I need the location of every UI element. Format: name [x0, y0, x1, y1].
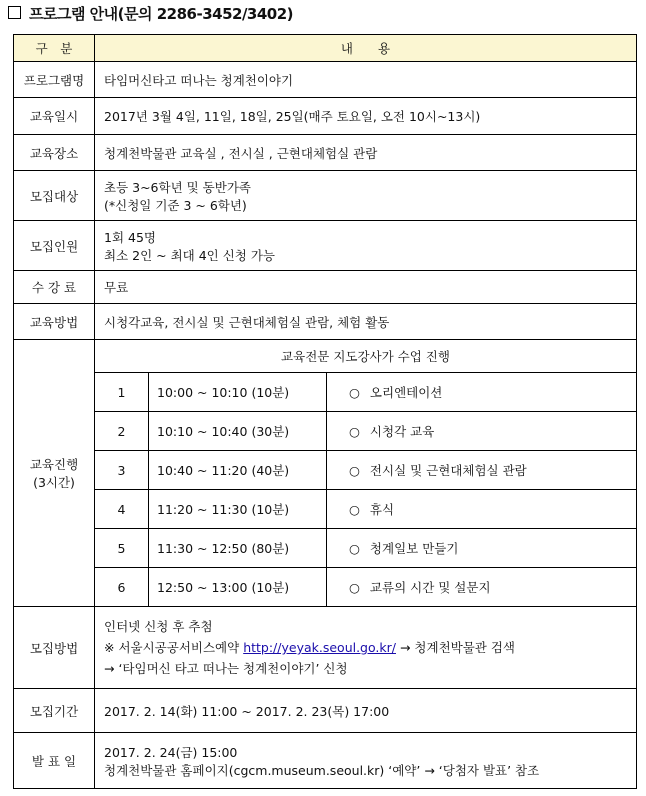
schedule-label-line1: 교육진행: [29, 457, 79, 472]
value-method: 시청각교육, 전시실 및 근현대체험실 관람, 체험 활동: [95, 304, 637, 340]
schedule-row-number: 2: [95, 412, 149, 451]
row-recruit-method: [14, 607, 637, 689]
schedule-row-activity-text: 오리엔테이션: [369, 385, 443, 400]
header-category: 구 분: [14, 35, 95, 62]
announce-line1: 2017. 2. 24(금) 15:00: [104, 744, 238, 760]
row-program-name: [14, 62, 637, 98]
schedule-row-activity-text: 시청각 교육: [369, 424, 435, 439]
schedule-row: [95, 568, 636, 607]
circle-bullet-icon: ○: [349, 580, 360, 595]
schedule-row-number: 1: [95, 373, 149, 412]
row-method: [14, 304, 637, 340]
row-venue: [14, 135, 637, 171]
schedule-intro: 교육전문 지도강사가 수업 진행: [95, 340, 636, 373]
schedule-row-activity: [327, 451, 637, 490]
page-title: [8, 3, 293, 24]
row-announce: [14, 733, 637, 789]
schedule-row-time: 10:00 ~ 10:10 (10분): [149, 373, 327, 412]
capacity-line2: 최소 2인 ~ 최대 4인 신청 가능: [104, 247, 275, 263]
schedule-cell: [95, 340, 637, 607]
circle-bullet-icon: ○: [349, 541, 360, 556]
schedule-row-number: 3: [95, 451, 149, 490]
schedule-row-time: 10:10 ~ 10:40 (30분): [149, 412, 327, 451]
schedule-row-activity: [327, 373, 637, 412]
schedule-row: [95, 373, 636, 412]
label-recruit-method: 모집방법: [14, 607, 95, 689]
schedule-row-time: 10:40 ~ 11:20 (40분): [149, 451, 327, 490]
recruit-line2-prefix: ※ 서울시공공서비스예약: [104, 640, 240, 655]
target-line1: 초등 3~6학년 및 동반가족: [104, 179, 251, 195]
row-target: [14, 171, 637, 221]
circle-bullet-icon: ○: [349, 385, 360, 400]
schedule-row-activity: [327, 568, 637, 607]
row-period: [14, 689, 637, 733]
schedule-row: [95, 451, 636, 490]
schedule-row-activity: [327, 490, 637, 529]
schedule-row: [95, 490, 636, 529]
value-venue: 청계천박물관 교육실 , 전시실 , 근현대체험실 관람: [95, 135, 637, 171]
announce-line2: 청계천박물관 홈페이지(cgcm.museum.seoul.kr) ‘예약’ → ‘당첨자 발표’ 참조: [104, 762, 540, 778]
label-fee: 수 강 료: [14, 271, 95, 304]
schedule-row: [95, 412, 636, 451]
recruit-line2: [104, 637, 636, 658]
recruit-line2-suffix: → 청계천박물관 검색: [399, 640, 515, 655]
value-dates: 2017년 3월 4일, 11일, 18일, 25일(매주 토요일, 오전 10시~13시): [95, 98, 637, 135]
label-target: 모집대상: [14, 171, 95, 221]
label-method: 교육방법: [14, 304, 95, 340]
schedule-row-activity: [327, 529, 637, 568]
recruit-line3: → ‘타임머신 타고 떠나는 청계천이야기’ 신청: [104, 661, 348, 676]
value-capacity: [95, 221, 637, 271]
target-line2: (*신청일 기준 3 ~ 6학년): [104, 197, 247, 213]
checkbox-square-icon: [8, 6, 21, 19]
value-recruit-method: [95, 607, 637, 689]
yeyak-link[interactable]: http://yeyak.seoul.go.kr/: [243, 640, 396, 655]
schedule-intro-row: [95, 340, 636, 373]
schedule-row-number: 5: [95, 529, 149, 568]
label-venue: 교육장소: [14, 135, 95, 171]
label-program-name: 프로그램명: [14, 62, 95, 98]
schedule-row-number: 4: [95, 490, 149, 529]
schedule-row-activity-text: 휴식: [369, 502, 395, 517]
schedule-row-activity: [327, 412, 637, 451]
schedule-row-number: 6: [95, 568, 149, 607]
row-capacity: [14, 221, 637, 271]
circle-bullet-icon: ○: [349, 424, 360, 439]
program-info-table: [13, 34, 637, 789]
label-capacity: 모집인원: [14, 221, 95, 271]
schedule-table: [95, 340, 636, 606]
capacity-line1: 1회 45명: [104, 229, 156, 245]
schedule-row-activity-text: 교류의 시간 및 설문지: [369, 580, 491, 595]
label-announce: 발 표 일: [14, 733, 95, 789]
value-program-name: 타임머신타고 떠나는 청계천이야기: [95, 62, 637, 98]
schedule-row-activity-text: 전시실 및 근현대체험실 관람: [369, 463, 527, 478]
schedule-row-time: 11:20 ~ 11:30 (10분): [149, 490, 327, 529]
value-fee: 무료: [95, 271, 637, 304]
value-target: [95, 171, 637, 221]
circle-bullet-icon: ○: [349, 502, 360, 517]
schedule-row-activity-text: 청계일보 만들기: [369, 541, 459, 556]
value-period: 2017. 2. 14(화) 11:00 ~ 2017. 2. 23(목) 17:00: [95, 689, 637, 733]
value-announce: [95, 733, 637, 789]
circle-bullet-icon: ○: [349, 463, 360, 478]
label-dates: 교육일시: [14, 98, 95, 135]
schedule-row-time: 12:50 ~ 13:00 (10분): [149, 568, 327, 607]
row-dates: [14, 98, 637, 135]
schedule-label-line2: (3시간): [33, 475, 75, 490]
recruit-line1: 인터넷 신청 후 추첨: [104, 619, 213, 634]
label-schedule: [14, 340, 95, 607]
page-title-text: 프로그램 안내(문의 2286-3452/3402): [29, 5, 294, 23]
table-header-row: [14, 35, 637, 62]
label-period: 모집기간: [14, 689, 95, 733]
header-content: 내 용: [95, 35, 637, 62]
row-schedule: [14, 340, 637, 607]
schedule-row-time: 11:30 ~ 12:50 (80분): [149, 529, 327, 568]
row-fee: [14, 271, 637, 304]
schedule-row: [95, 529, 636, 568]
